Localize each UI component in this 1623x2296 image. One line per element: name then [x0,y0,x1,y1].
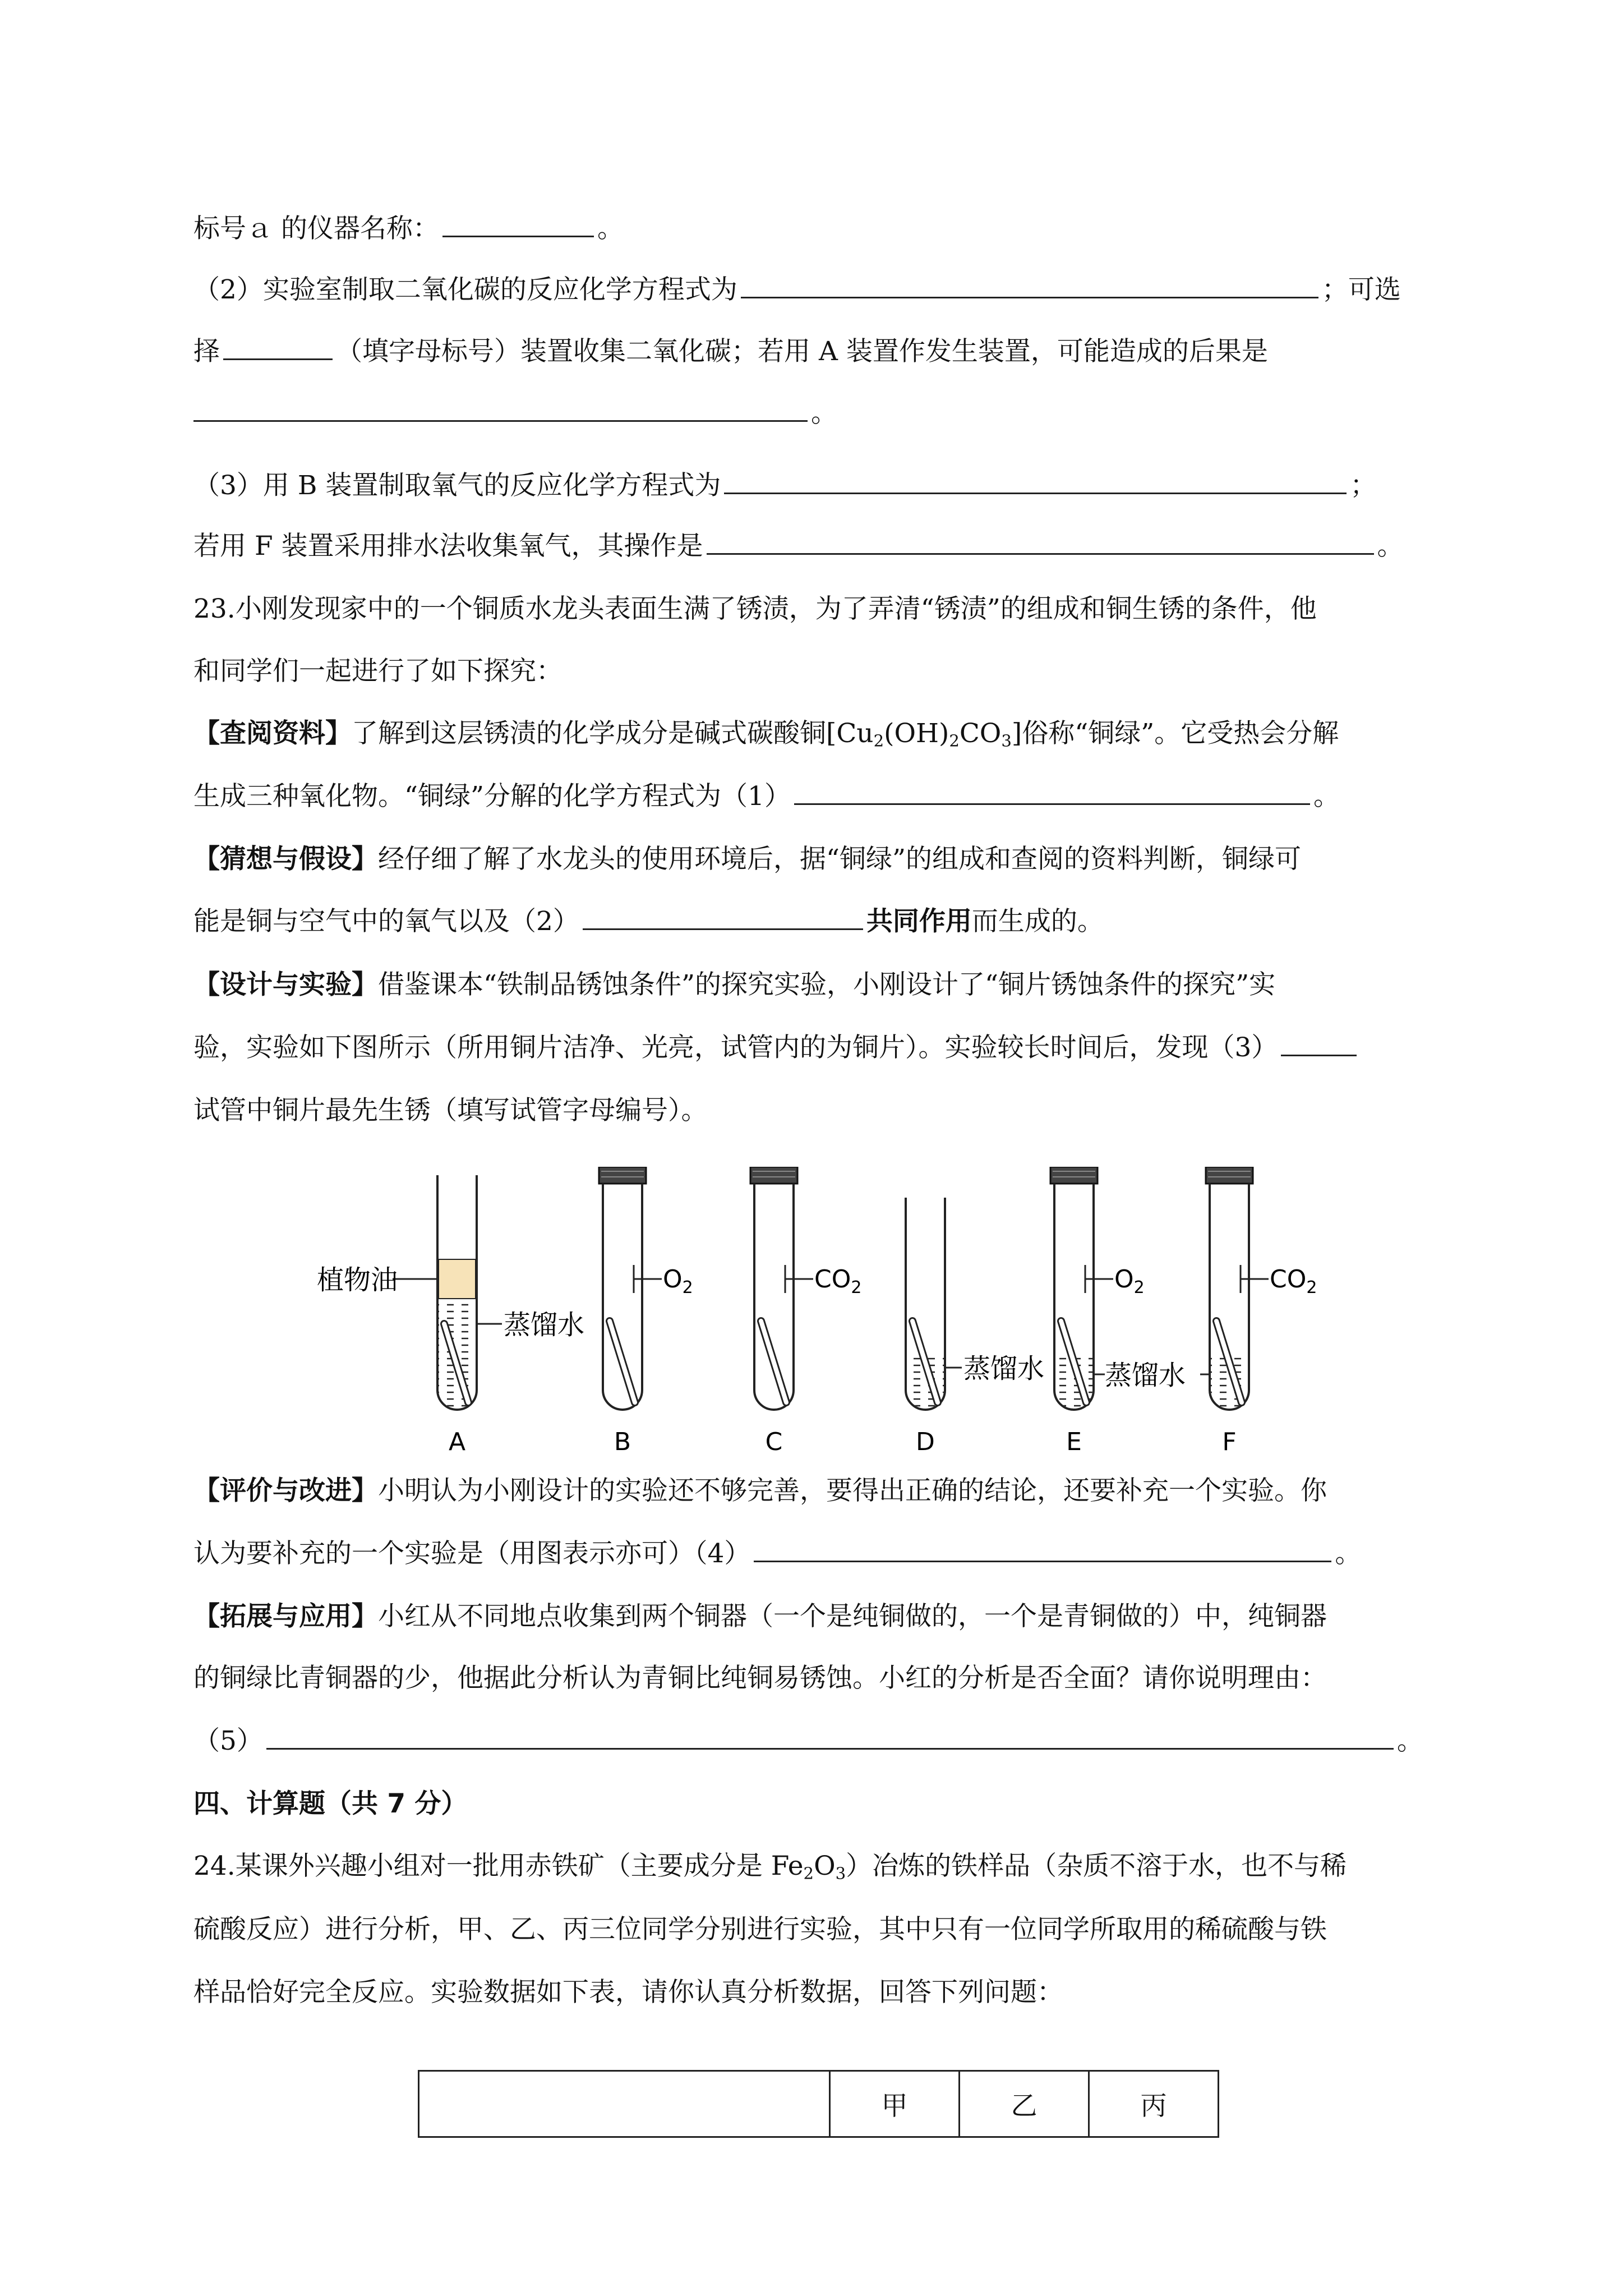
section-title: 【评价与改进】 [193,1475,378,1506]
test-tube-c [750,1167,813,1410]
tube-label-c: C [765,1428,783,1456]
answer-blank[interactable] [583,906,863,930]
q24-line-1 [193,1849,1450,1890]
table-header-cell: 丙 [1089,2071,1219,2137]
q24-line-2 [193,1913,1450,1947]
answer-blank[interactable] [741,274,1318,298]
text: 标号ａ 的仪器名称： [193,213,439,244]
q23-intro-line-2 [193,655,1450,688]
answer-blank[interactable] [724,470,1347,494]
text: 借鉴课本“铁制品锈蚀条件”的探究实验，小刚设计了“铜片锈蚀条件的探究”实 [378,969,1276,1000]
q23-section-4-line-1 [193,1474,1450,1508]
q24-line-3 [193,1976,1450,2009]
section-title: 【设计与实验】 [193,969,378,1000]
text: ；可选 [1321,274,1401,305]
table-header-cell [419,2071,830,2137]
q23-intro-line-1 [193,592,1450,626]
q23-section-4-line-2 [193,1537,1450,1571]
test-tube-b [599,1167,662,1410]
text: 经仔细了解了水龙头的使用环境后，据“铜绿”的组成和查阅的资料判断，铜绿可 [378,844,1302,875]
test-tube-figure [314,1167,1324,1458]
text: 生成三种氧化物。“铜绿”分解的化学方程式为（1） [193,781,791,812]
q22-line-1 [193,212,1450,246]
text: (OH) [884,718,949,749]
part-label: （2） [193,274,263,305]
answer-blank[interactable] [442,213,594,237]
text: 某课外兴趣小组对一批用赤铁矿（主要成分是 Fe [235,1851,804,1881]
question-number: 23. [193,593,236,624]
section-title: 【拓展与应用】 [193,1601,378,1632]
text: 试管中铜片最先生锈（填写试管字母编号）。 [193,1095,708,1126]
answer-blank[interactable] [193,398,808,422]
text: 。 [811,398,837,429]
tube-label-a: A [448,1428,466,1456]
text: ]俗称“铜绿”。它受热会分解 [1011,718,1339,749]
text: 择 [193,336,220,367]
text: 样品恰好完全反应。实验数据如下表，请你认真分析数据，回答下列问题： [193,1977,1063,2008]
test-tube-d [906,1198,962,1410]
text: 了解到这层锈渍的化学成分是碱式碳酸铜[Cu [352,718,874,749]
answer-blank[interactable] [1281,1032,1357,1056]
text: （填字母标号）装置收集二氧化碳；若用 A 装置作发生装置，可能造成的后果是 [336,336,1268,367]
label-water-a: 蒸馏水 [504,1309,585,1341]
text: 验，实验如下图所示（所用铜片洁净、光亮，试管内的为铜片）。实验较长时间后，发现（3） [193,1032,1278,1063]
table-header-cell: 甲 [830,2071,960,2137]
text: CO [959,718,1002,749]
part-label: （3） [193,470,263,501]
q22-part3-line-2 [193,530,1450,563]
bold-text: 共同作用 [866,906,972,937]
text: 小红从不同地点收集到两个铜器（一个是纯铜做的，一个是青铜做的）中，纯铜器 [378,1601,1327,1632]
text: 认为要补充的一个实验是（用图表示亦可）（4） [193,1538,751,1569]
q22-part2-line-2 [193,335,1450,369]
section-title: 【猜想与假设】 [193,844,378,875]
tube-label-b: B [614,1428,631,1456]
q22-part2-line-1 [193,273,1450,307]
test-tube-f [1200,1167,1269,1410]
label-co2-f: $CO_2$ [1270,1265,1317,1297]
text: 和同学们一起进行了如下探究： [193,656,562,687]
q23-section-2-line-1 [193,843,1450,876]
text: 的铜绿比青铜器的少，他据此分析认为青铜比纯铜易锈蚀。小红的分析是否全面？请你说明理由： [193,1663,1327,1694]
text: 。 [597,213,624,244]
tube-label-e: E [1066,1428,1082,1456]
q22-part2-line-3 [193,397,1450,430]
q23-section-5-line-1 [193,1600,1450,1634]
question-number: 24. [193,1851,236,1881]
text: 小刚发现家中的一个铜质水龙头表面生满了锈渍，为了弄清“锈渍”的组成和铜生锈的条件，他 [235,593,1317,624]
section-4-title [193,1787,1450,1821]
test-tube-a [393,1175,502,1410]
section-title: 【查阅资料】 [193,718,352,749]
text: ； [1350,470,1377,501]
text: O [814,1851,836,1881]
text: 。 [1377,531,1404,562]
label-water-d: 蒸馏水 [963,1353,1045,1384]
text: 实验室制取二氧化碳的反应化学方程式为 [262,274,737,305]
q23-section-1-line-2 [193,780,1450,813]
q23-section-3-line-3 [193,1094,1450,1128]
text: 而生成的。 [971,906,1104,937]
tube-label-d: D [916,1428,935,1456]
q23-section-5-line-2 [193,1662,1450,1695]
subscript: 2 [873,731,884,751]
label-water-e: 蒸馏水 [1105,1360,1186,1391]
answer-blank[interactable] [707,531,1374,555]
subscript: 3 [835,1864,846,1883]
q23-section-5-line-3 [193,1724,1450,1758]
text: 。 [1313,781,1340,812]
q22-part3-line-1 [193,469,1450,503]
test-tube-e [1050,1167,1113,1410]
text: 四、计算题（共 7 分） [193,1788,468,1819]
table-header-cell: 乙 [960,2071,1089,2137]
label-o2-b: $O_2$ [663,1265,693,1297]
q23-section-2-line-2 [193,905,1450,938]
q23-section-3-line-1 [193,968,1450,1002]
answer-blank[interactable] [223,336,333,360]
label-co2-c: $CO_2$ [814,1265,862,1297]
subscript: 2 [803,1864,814,1883]
text: 小明认为小刚设计的实验还不够完善，要得出正确的结论，还要补充一个实验。你 [378,1475,1327,1506]
text: 。 [1396,1726,1423,1756]
text: 。 [1335,1538,1362,1569]
text: 用 B 装置制取氧气的反应化学方程式为 [262,470,721,501]
answer-blank[interactable] [754,1538,1331,1562]
table-row [419,2071,1219,2137]
text: 若用 F 装置采用排水法收集氧气，其操作是 [193,531,703,562]
label-o2-e: $O_2$ [1114,1265,1145,1297]
label-oil: 植物油 [317,1264,398,1296]
q23-section-1-line-1 [193,717,1450,757]
data-table [418,2070,1219,2138]
tube-label-f: F [1222,1428,1237,1456]
text: 能是铜与空气中的氧气以及（2） [193,906,579,937]
answer-blank[interactable] [794,781,1310,805]
subscript: 3 [1001,731,1012,751]
q23-section-3-line-2 [193,1031,1450,1065]
subscript: 2 [949,731,960,751]
text: ）冶炼的铁样品（杂质不溶于水，也不与稀 [846,1851,1347,1881]
answer-blank[interactable] [266,1726,1394,1750]
text: 硫酸反应）进行分析，甲、乙、丙三位同学分别进行实验，其中只有一位同学所取用的稀硫酸与铁 [193,1914,1327,1945]
text: （5） [193,1726,263,1756]
